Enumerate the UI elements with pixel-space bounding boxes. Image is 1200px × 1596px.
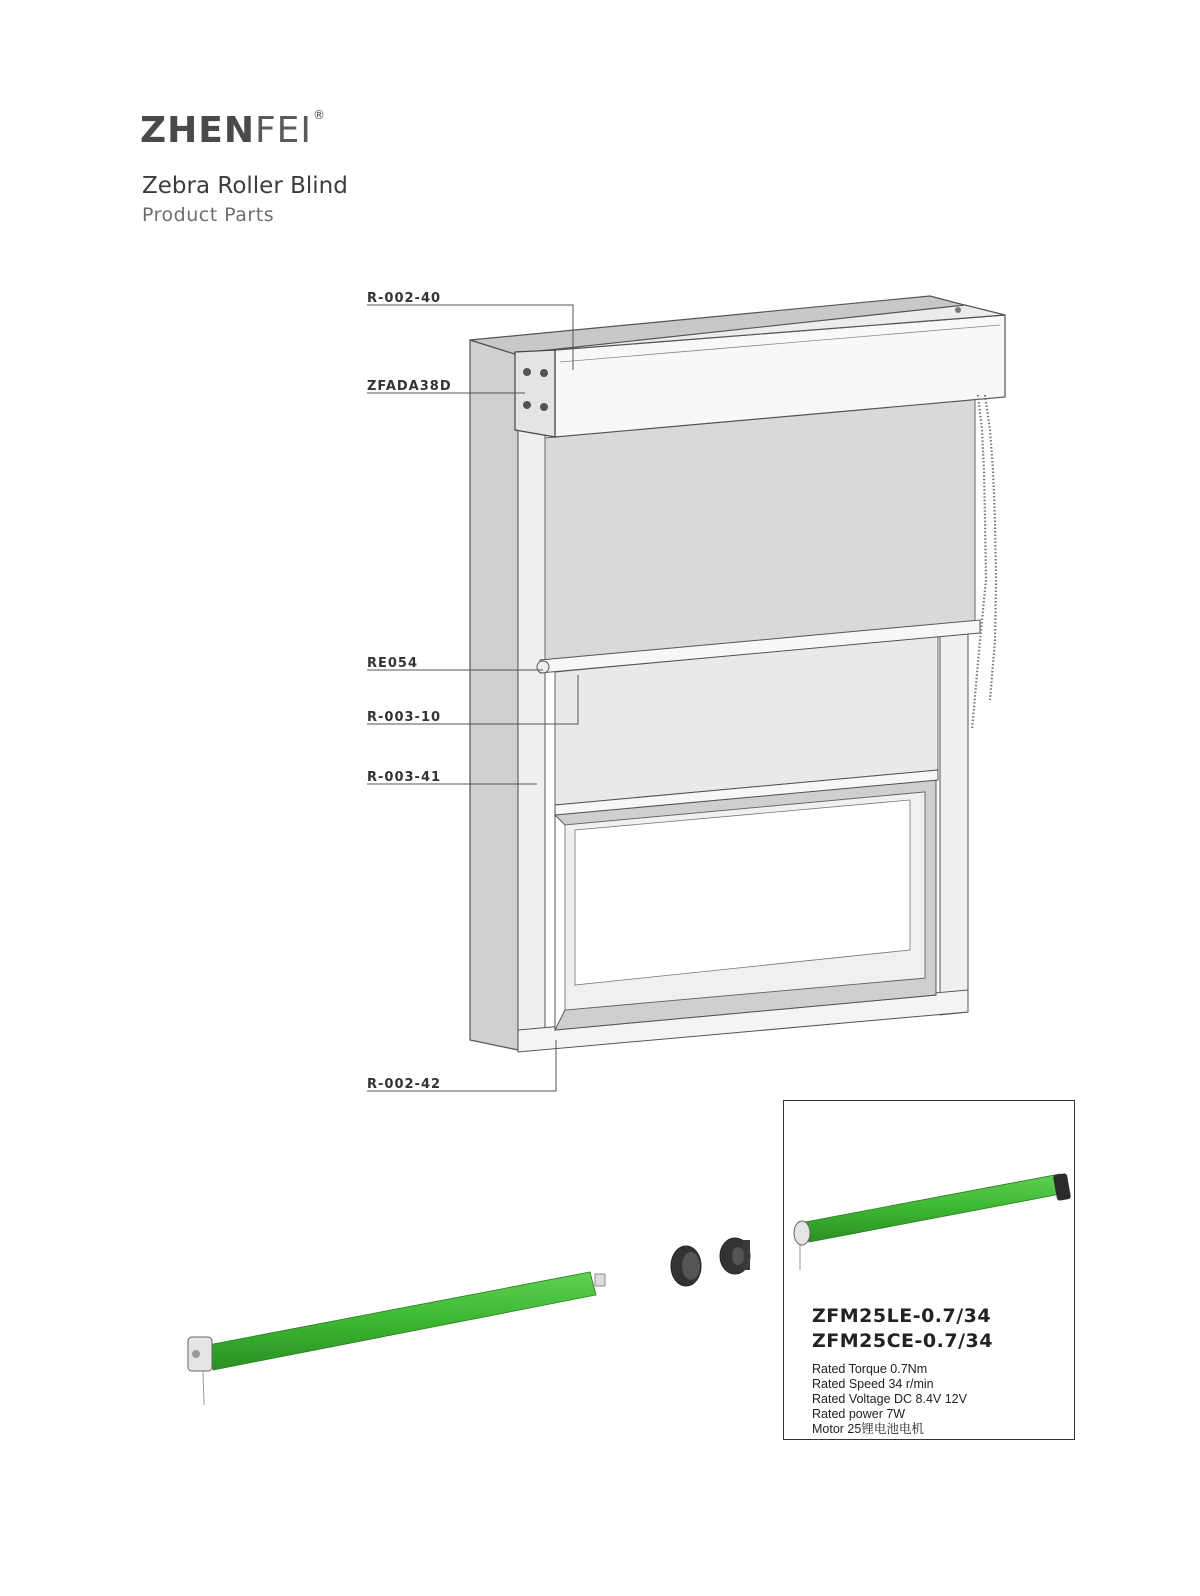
frame-right-stile: [940, 628, 968, 1015]
spec-speed: Rated Speed 34 r/min: [812, 1377, 934, 1391]
spec-voltage: Rated Voltage DC 8.4V 12V: [812, 1392, 967, 1406]
motor-model-1: ZFM25LE-0.7/34: [812, 1305, 992, 1327]
page-subtitle: Product Parts: [142, 204, 275, 226]
brand-name-bold: ZHEN: [140, 110, 255, 151]
motor-large-shaft: [595, 1274, 605, 1286]
frame-side-panel: [470, 340, 518, 1050]
part-label-frame-bottom: R-002-42: [367, 1077, 442, 1092]
bead-chain-outer: [985, 395, 996, 700]
motor-large: [188, 1272, 605, 1405]
part-label-bottom-rail: R-003-10: [367, 710, 442, 725]
fabric-upper: [545, 396, 975, 665]
motor-large-cable: [203, 1370, 204, 1405]
motor-large-head-dot: [192, 1350, 200, 1358]
end-cap-circle: [537, 661, 549, 673]
motor-large-tube: [208, 1272, 596, 1370]
frame-left-stile: [518, 352, 545, 1050]
part-label-end-cap: RE054: [367, 656, 419, 671]
adapter-ring-2: [720, 1238, 750, 1274]
registered-mark: ®: [313, 108, 327, 122]
part-label-bracket: ZFADA38D: [367, 379, 452, 394]
adapter-ring-1: [671, 1246, 701, 1286]
page-title: Zebra Roller Blind: [142, 173, 348, 199]
spec-motor-type: Motor 25锂电池电机: [812, 1422, 924, 1436]
motor-model-2: ZFM25CE-0.7/34: [812, 1330, 993, 1352]
spec-power: Rated power 7W: [812, 1407, 906, 1421]
part-label-headrail: R-002-40: [367, 291, 442, 306]
spec-torque: Rated Torque 0.7Nm: [812, 1362, 928, 1376]
brand-name-light: FEI: [254, 110, 313, 151]
part-label-bottom-rail-2: R-003-41: [367, 770, 442, 785]
top-bracket-screw: [955, 307, 961, 313]
